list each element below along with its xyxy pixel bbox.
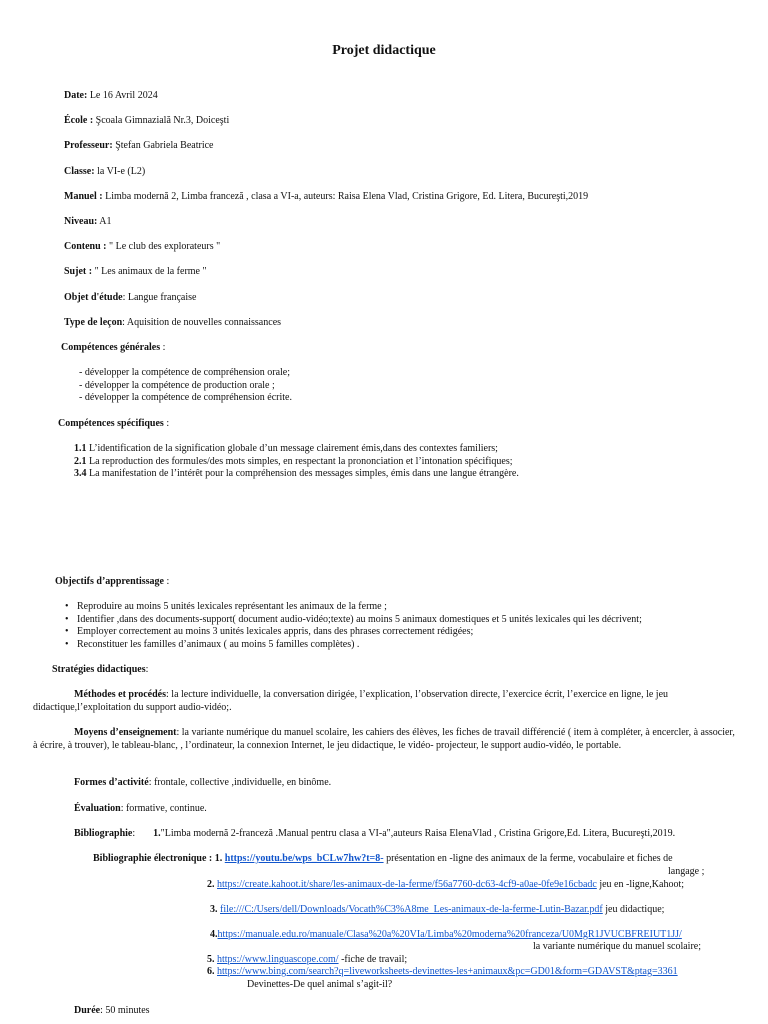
info-niveau: Niveau: A1 <box>64 216 112 227</box>
evaluation-line: Évaluation: formative, continue. <box>74 803 207 814</box>
bib-link-4[interactable]: https://manuale.edu.ro/manuale/Clasa%20a%20VIa/Limba%20moderna%20franceza/U0MgR1JVUCBFREIUT1JJ/ <box>217 929 682 940</box>
bib-electronique-line-5: 5. https://www.linguascope.com/ -fiche de travail; <box>207 954 408 965</box>
competences-specifiques-list <box>74 443 519 481</box>
formes-line: Formes d’activité: frontale, collective ,individuelle, en binôme. <box>74 777 332 788</box>
objectifs-heading: Objectifs d’apprentissage : <box>55 576 170 587</box>
info-contenu: Contenu : " Le club des explorateurs " <box>64 241 221 252</box>
list-item: - développer la compétence de compréhension écrite. <box>79 392 292 403</box>
bib-desc-4: la variante numérique du manuel scolaire; <box>533 941 701 952</box>
list-item: • Employer correctement au moins 3 unités lexicales appris, dans des phrases correctement rédigées; <box>63 626 642 639</box>
methodes-paragraph: Méthodes et procédés: la lecture individuelle, la conversation dirigée, l’explication, l’observation directe, l’exercice écrit, l’exercice en ligne, le jeu didactique,l’exploitation du support audio-vidéo;. <box>33 689 669 713</box>
duree-line: Durée: 50 minutes <box>74 1005 150 1016</box>
info-ecole: École : Şcoala Gimnazială Nr.3, Doiceşti <box>64 115 230 126</box>
bib-electronique-line-2: 2. https://create.kahoot.it/share/les-animaux-de-la-ferme/f56a7760-dc63-4cf9-a0ae-0fe9e16cbadc jeu en -ligne,Kahoot; <box>207 879 685 890</box>
bibliographie-line: Bibliographie: 1."Limba modernă 2-franceză .Manual pentru clasa a VI-a",auteurs Raisa ElenaVlad , Cristina Grigore,Ed. Litera, Bucureşti,2019. <box>74 828 676 839</box>
bib-link-6[interactable]: https://www.bing.com/search?q=liveworksheets-devinettes-les+animaux&pc=GD01&form=GDAVST&ptag=3361 <box>217 966 678 977</box>
competences-generales-list <box>79 367 292 405</box>
info-manuel: Manuel : Limba modernă 2, Limba franceză , clasa a VI-a, auteurs: Raisa Elena Vlad, Cristina Grigore, Ed. Litera, Bucureşti,2019 <box>64 191 589 202</box>
strategies-heading: Stratégies didactiques: <box>52 664 149 675</box>
info-sujet: Sujet : " Les animaux de la ferme " <box>64 266 207 277</box>
info-date: Date: Le 16 Avril 2024 <box>64 90 158 101</box>
list-item: • Identifier ,dans des documents-support( document audio-vidéo;texte) au moins 5 animaux domestiques et 5 unités lexicales qui les décrivent; <box>63 614 642 627</box>
list-item: • Reproduire au moins 5 unités lexicales représentant les animaux de la ferme ; <box>63 601 642 614</box>
bib-desc-1-cont: langage ; <box>668 866 705 877</box>
moyens-paragraph: Moyens d’enseignement: la variante numérique du manuel scolaire, les cahiers des élèves, les fiches de travail différencié ( item à compléter, à encercler, à associer, à écrire, à trouver), le tableau-blanc, , l’ordinateur, la connexion Internet, le jeu didactique, le vidéo- projecteur, le support audio-vidéo, le portable. <box>33 727 735 751</box>
list-item: - développer la compétence de production orale ; <box>79 379 275 391</box>
bib-electronique-line-6: 6. https://www.bing.com/search?q=liveworksheets-devinettes-les+animaux&pc=GD01&form=GDAVST&ptag=3361 <box>207 966 678 977</box>
page-title: Projet didactique <box>332 43 436 58</box>
objectifs-list <box>63 601 642 651</box>
bib-link-5[interactable]: https://www.linguascope.com/ <box>217 954 339 965</box>
bib-electronique-line-3: 3. file:///C:/Users/dell/Downloads/Vocath%C3%A8me_Les-animaux-de-la-ferme-Lutin-Bazar.pdf jeu didactique; <box>210 904 665 915</box>
list-item: • Reconstituer les familles d’animaux ( au moins 5 familles complètes) . <box>63 639 642 652</box>
bib-electronique-line-1: Bibliographie électronique : 1. https://youtu.be/wps_bCLw7hw?t=8- présentation en -ligne des animaux de la ferme, vocabulaire et fiches de <box>93 853 673 864</box>
info-professeur: Professeur: Ştefan Gabriela Beatrice <box>64 140 214 151</box>
list-item: - développer la compétence de compréhension orale; <box>79 367 291 378</box>
bib-electronique-line-4: 4.https://manuale.edu.ro/manuale/Clasa%20a%20VIa/Limba%20moderna%20franceza/U0MgR1JVUCBFREIUT1JJ/ <box>210 929 682 940</box>
list-item: 2.1 La reproduction des formules/des mots simples, en respectant la prononciation et l’intonation spécifiques; <box>74 455 513 467</box>
info-objet: Objet d'étude: Langue française <box>64 292 197 303</box>
bib-link-1[interactable]: https://youtu.be/wps_bCLw7hw?t=8- <box>224 853 384 864</box>
info-classe: Classe: la VI-e (L2) <box>64 166 146 177</box>
bib-link-2[interactable]: https://create.kahoot.it/share/les-animaux-de-la-ferme/f56a7760-dc63-4cf9-a0ae-0fe9e16cbadc <box>217 879 597 890</box>
competences-generales-heading: Compétences générales : <box>61 342 166 353</box>
bib-link-3[interactable]: file:///C:/Users/dell/Downloads/Vocath%C3%A8me_Les-animaux-de-la-ferme-Lutin-Bazar.pdf <box>220 904 603 915</box>
bib-desc-6: Devinettes-De quel animal s’agit-il? <box>247 979 393 990</box>
info-type-lecon: Type de leçon: Aquisition de nouvelles connaissances <box>64 317 282 328</box>
list-item: 3.4 La manifestation de l’intérêt pour la compréhension des messages simples, émis dans une langue étrangère. <box>74 468 519 479</box>
competences-specifiques-heading: Compétences spécifiques : <box>58 418 170 429</box>
list-item: 1.1 L’identification de la signification globale d’un message clairement émis,dans des contextes familiers; <box>74 443 498 454</box>
